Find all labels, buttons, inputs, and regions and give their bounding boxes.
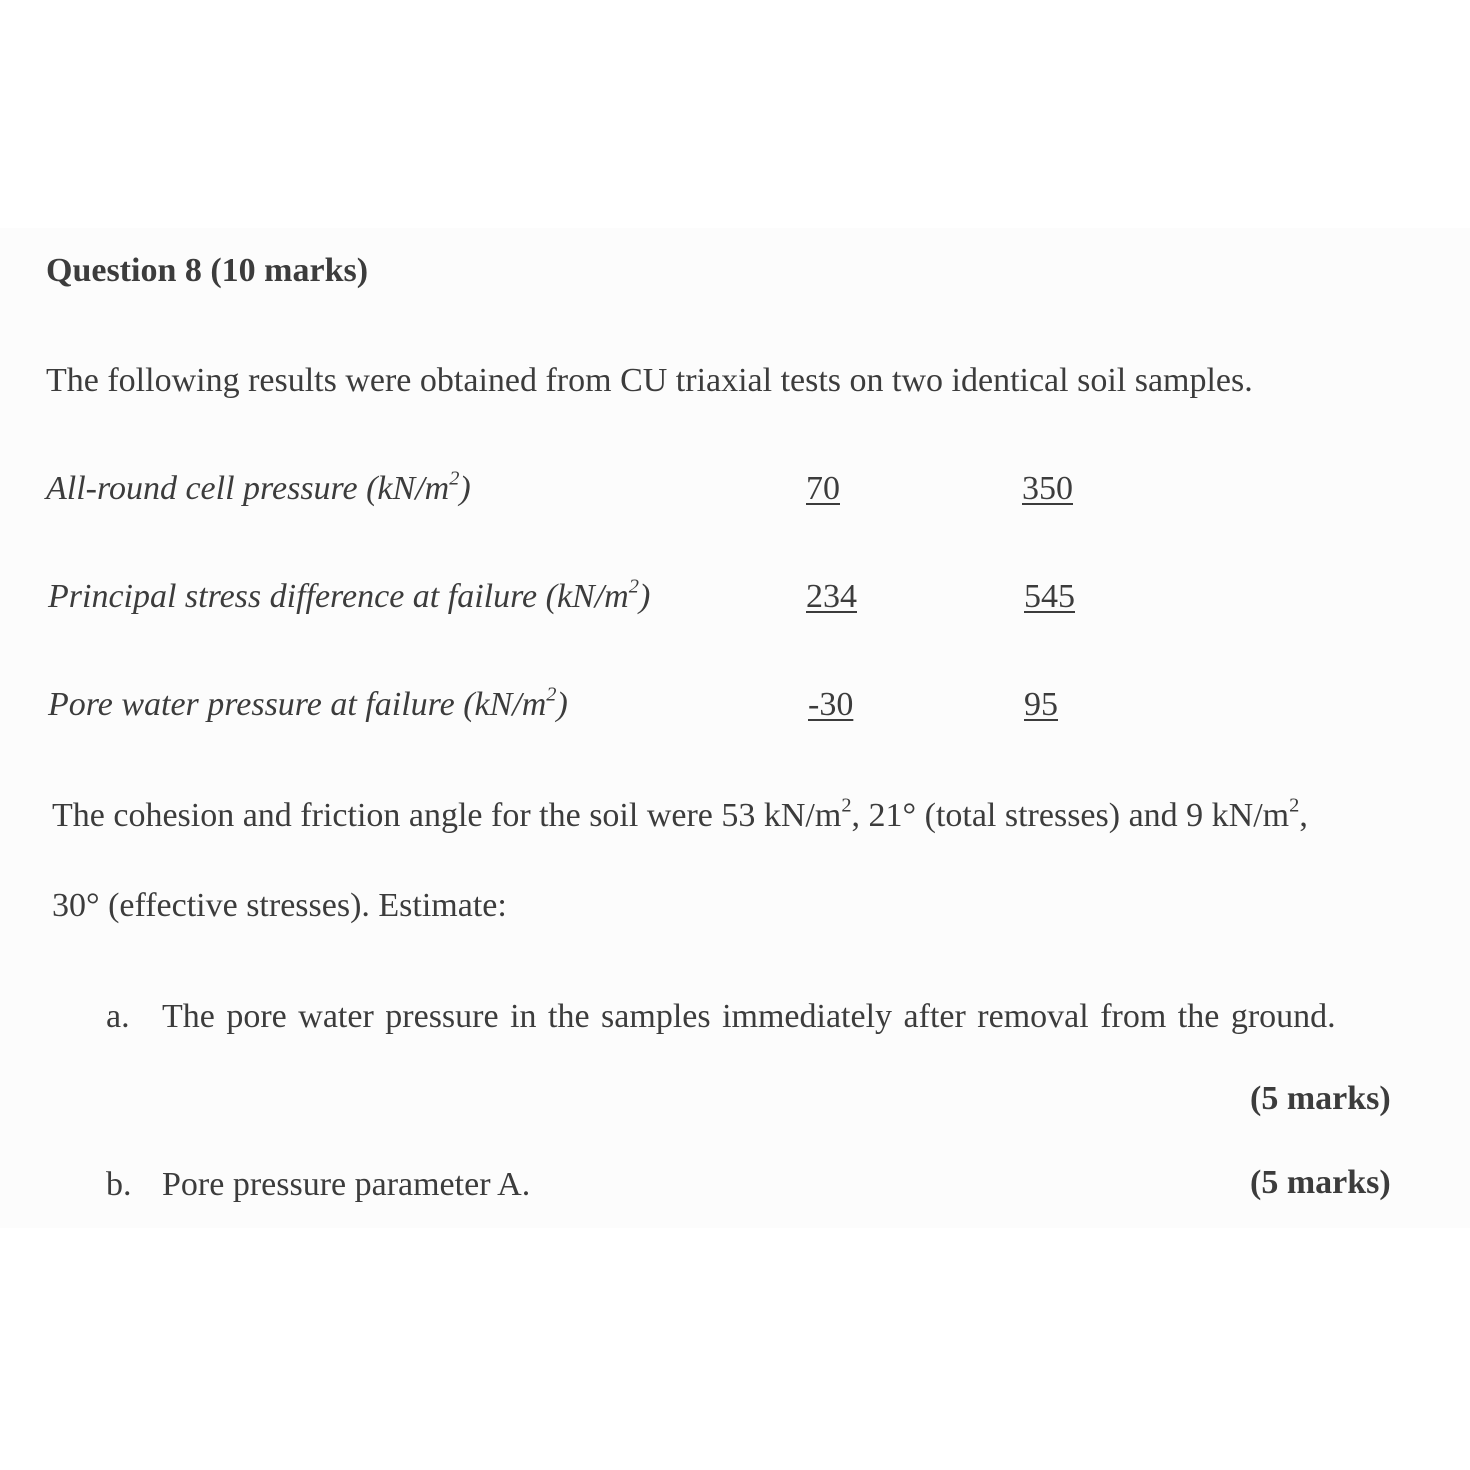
- item-a-text: The pore water pressure in the samples immediately after removal from the ground.: [162, 998, 1336, 1035]
- row-label-stress-difference: Principal stress difference at failure $(kN/m^2)$: [48, 575, 651, 615]
- row-label-cell-pressure: All-round cell pressure $(kN/m^2)$: [46, 467, 471, 507]
- item-a-letter: a.: [106, 998, 130, 1035]
- item-a-marks: (5 marks): [1250, 1080, 1391, 1117]
- intro-paragraph: The following results were obtained from CU triaxial tests on two identical soil samples.: [46, 362, 1253, 399]
- stress-difference-sample-2: 545: [1024, 578, 1075, 615]
- row-label-pore-pressure: Pore water pressure at failure $(kN/m^2)$: [48, 683, 568, 723]
- cell-pressure-sample-2: 350: [1022, 470, 1073, 507]
- pore-pressure-sample-1: -30: [808, 686, 854, 723]
- cohesion-line-1: The cohesion and friction angle for the soil were 53 $kN/m^2$, 21° (total stresses) and 9 $kN/m^2$,: [52, 794, 1308, 834]
- question-heading: Question 8 (10 marks): [46, 252, 369, 289]
- item-b-letter: b.: [106, 1166, 132, 1203]
- item-b-marks: (5 marks): [1250, 1164, 1391, 1201]
- cell-pressure-sample-1: 70: [806, 470, 840, 507]
- item-b-text: Pore pressure parameter A.: [162, 1166, 531, 1203]
- pore-pressure-sample-2: 95: [1024, 686, 1058, 723]
- cohesion-line-2: 30° (effective stresses). Estimate:: [52, 887, 507, 924]
- stress-difference-sample-1: 234: [806, 578, 857, 615]
